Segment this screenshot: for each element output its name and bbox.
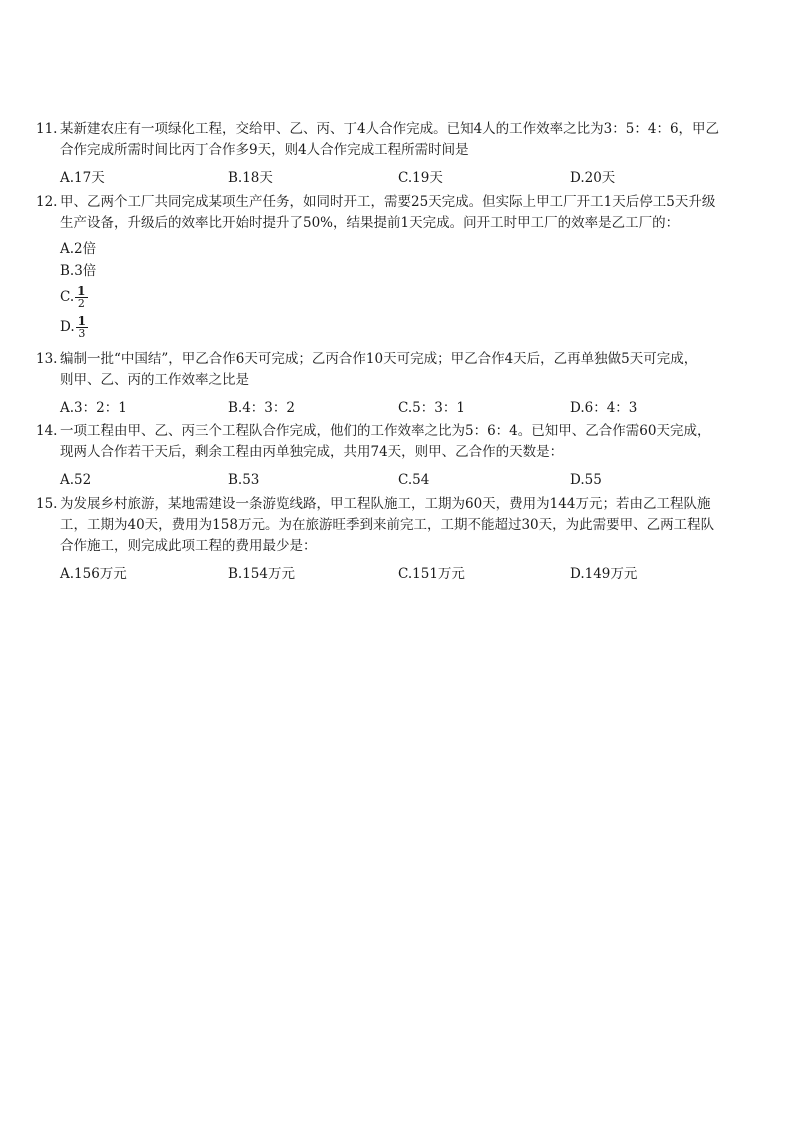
option-row <box>60 469 776 491</box>
question-14 <box>36 421 776 491</box>
option-a[interactable]: A.3：2：1 <box>60 400 127 416</box>
option-a[interactable]: A.2倍 <box>60 241 97 257</box>
option-column <box>60 238 776 342</box>
option-row <box>60 563 776 585</box>
question-12 <box>36 192 776 342</box>
question-text: 一项工程由甲、乙、丙三个工程队合作完成，他们的工作效率之比为5：6：4。已知甲、乙合作需60天完成， <box>60 423 711 439</box>
question-text: 合作完成所需时间比丙丁合作多9天，则4人合作完成工程所需时间是 <box>60 142 469 158</box>
option-b[interactable]: B.53 <box>228 472 260 488</box>
question-13 <box>36 349 776 419</box>
question-number: 13. <box>36 351 58 367</box>
option-b[interactable]: B.3倍 <box>60 263 97 279</box>
question-11 <box>36 119 776 189</box>
fraction-denominator: 3 <box>78 326 86 340</box>
fraction <box>76 315 88 340</box>
option-a[interactable]: A.52 <box>60 472 92 488</box>
question-text: 则甲、乙、丙的工作效率之比是 <box>60 372 249 388</box>
option-b[interactable]: B.154万元 <box>228 566 295 582</box>
option-c[interactable]: C.19天 <box>398 170 443 186</box>
option-b[interactable]: B.18天 <box>228 170 273 186</box>
option-a[interactable]: A.17天 <box>60 170 105 186</box>
question-number: 14. <box>36 423 58 439</box>
question-15 <box>36 494 776 585</box>
question-number: 11. <box>36 121 58 137</box>
option-c[interactable]: C.54 <box>398 472 430 488</box>
option-label: C. <box>60 289 75 305</box>
question-text: 编制一批“中国结”，甲乙合作6天可完成；乙丙合作10天可完成；甲乙合作4天后，乙再单独做5天可完成， <box>60 351 698 367</box>
question-number: 12. <box>36 194 58 210</box>
fraction <box>75 285 87 310</box>
option-b[interactable]: B.4：3：2 <box>228 400 295 416</box>
option-c[interactable] <box>60 282 776 312</box>
question-text: 合作施工，则完成此项工程的费用最少是： <box>60 538 317 554</box>
question-text: 生产设备，升级后的效率比开始时提升了50%，结果提前1天完成。问开工时甲工厂的效率是乙工厂的： <box>60 215 680 231</box>
fraction-denominator: 2 <box>77 296 85 310</box>
option-row <box>60 397 776 419</box>
option-d[interactable]: D.6：4：3 <box>570 400 638 416</box>
question-text: 工，工期为40天，费用为158万元。为在旅游旺季到来前完工，工期不能超过30天，为此需要甲、乙两工程队 <box>60 517 715 533</box>
fraction-numerator: 1 <box>77 313 86 328</box>
question-text: 现两人合作若干天后，剩余工程由丙单独完成，共用74天，则甲、乙合作的天数是： <box>60 444 564 460</box>
question-text: 为发展乡村旅游，某地需建设一条游览线路，甲工程队施工，工期为60天，费用为144万元；若由乙工程队施 <box>60 496 711 512</box>
option-d[interactable] <box>60 312 776 342</box>
question-text: 某新建农庄有一项绿化工程，交给甲、乙、丙、丁4人合作完成。已知4人的工作效率之比为3：5：4：6，甲乙 <box>60 121 720 137</box>
question-number: 15. <box>36 496 58 512</box>
option-d[interactable]: D.55 <box>570 472 602 488</box>
option-c[interactable]: C.5：3：1 <box>398 400 465 416</box>
option-d[interactable]: D.149万元 <box>570 566 638 582</box>
option-row <box>60 167 776 189</box>
option-c[interactable]: C.151万元 <box>398 566 465 582</box>
option-d[interactable]: D.20天 <box>570 170 616 186</box>
option-a[interactable]: A.156万元 <box>60 566 127 582</box>
question-text: 甲、乙两个工厂共同完成某项生产任务，如同时开工，需要25天完成。但实际上甲工厂开工1天后停工5天升级 <box>60 194 716 210</box>
fraction-numerator: 1 <box>77 283 86 298</box>
option-label: D. <box>60 319 75 335</box>
